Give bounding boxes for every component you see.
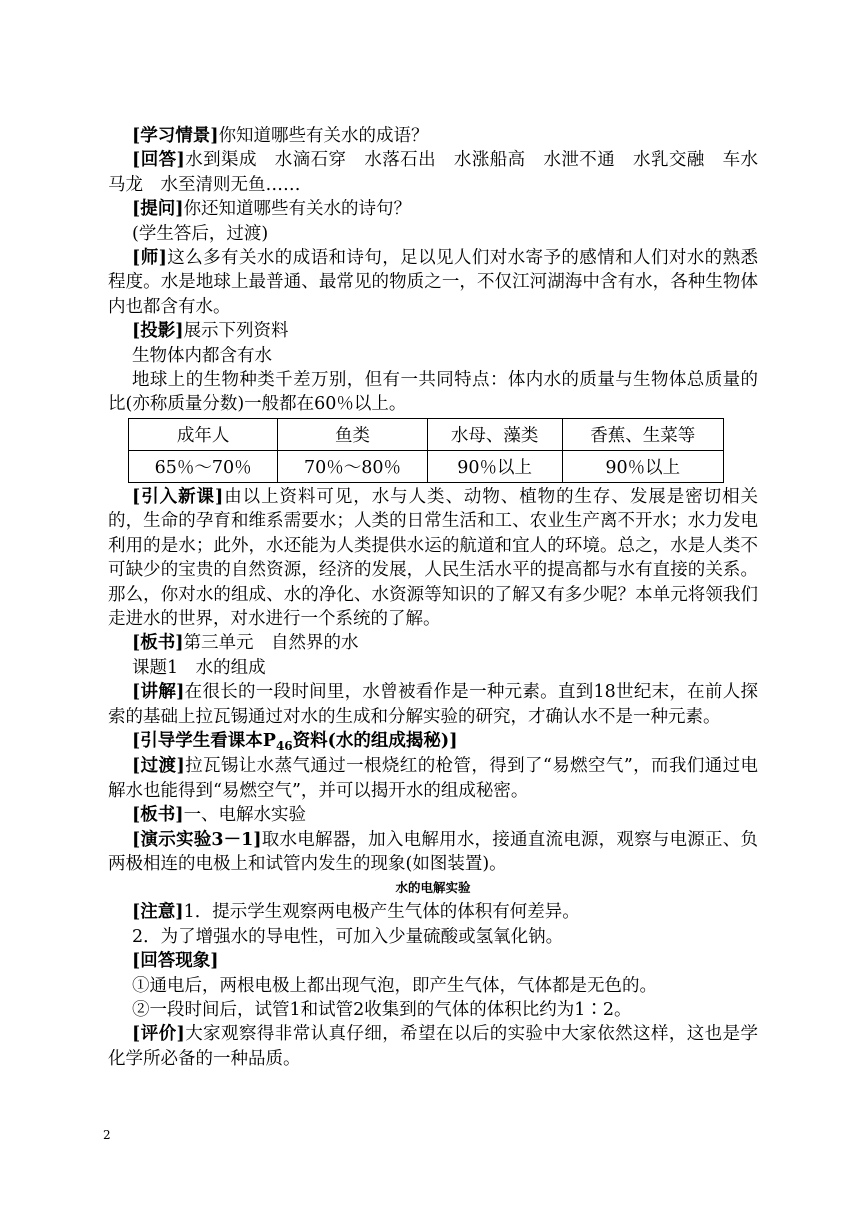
paragraph [108,319,758,343]
table-cell: 90％以上 [427,450,562,482]
paragraph [108,974,758,998]
paragraph [108,124,758,148]
paragraph [108,246,758,319]
paragraph-text: 1．提示学生观察两电极产生气体的体积有何差异。 [183,902,580,923]
paragraph-text: 大家观察得非常认真仔细，希望在以后的实验中大家依然这样，这也是学化学所必备的一种品质。 [108,1024,759,1069]
paragraph [108,1022,758,1071]
section-tag: [提问] [132,199,184,220]
paragraph-text: 课题1 水的组成 [132,657,266,678]
paragraph-text: 资料(水的组成揭秘)] [292,730,458,751]
paragraph [108,803,758,827]
page-number: 2 [103,1128,111,1142]
paragraph [108,998,758,1022]
paragraph [108,631,758,655]
section-tag: [师] [132,248,167,269]
paragraph-text: 取水电解器，加入电解用水，接通直流电源，观察与电源正、负两极相连的电极上和试管内发生的现象(如图装置)。 [108,829,758,874]
section-tag: [引入新课] [132,486,224,507]
paragraph-text: 在很长的一段时间里，水曾被看作是一种元素。直到18世纪末，在前人探索的基础上拉瓦锡通过对水的生成和分解实验的研究，才确认水不是一种元素。 [108,682,758,727]
section-tag: [学习情景] [132,126,219,146]
paragraph-text: ②一段时间后，试管1和试管2收集到的气体的体积比约为1∶2。 [132,1000,632,1020]
paragraph [108,828,758,877]
table-row [129,450,724,482]
table-cell: 70％～80％ [278,450,427,482]
section-tag: [过渡] [132,756,185,777]
paragraph-text: 第三单元 自然界的水 [183,633,359,654]
paragraph-text: 展示下列资料 [183,321,289,342]
section-tag: [回答] [132,150,185,171]
table-cell: 65％～70％ [129,450,278,482]
paragraph-text: [引导学生看课本P [132,730,276,751]
page-subscript: 46 [275,738,293,753]
paragraph [108,344,758,368]
paragraph [108,222,758,246]
paragraph [108,368,758,417]
paragraph-text: ①通电后，两根电极上都出现气泡，即产生气体，气体都是无色的。 [132,975,657,996]
paragraph [108,729,758,754]
water-content-table [128,418,724,483]
paragraph-text: 生物体内都含有水 [132,345,272,366]
table-header-cell: 香蕉、生菜等 [562,418,724,450]
section-tag: [回答现象] [132,951,219,972]
paragraph [108,754,758,803]
document-page [108,124,758,1071]
section-tag: [演示实验3－1] [132,829,262,850]
paragraph [108,900,758,924]
figure-caption: 水的电解实验 [395,880,471,896]
table-header-cell: 水母、藻类 [427,418,562,450]
paragraph-text: 2．为了增强水的导电性，可加入少量硫酸或氢氧化钠。 [132,926,564,947]
paragraph-text: 你知道哪些有关水的成语？ [218,126,429,146]
section-tag: [板书] [132,805,184,826]
table-cell: 90％以上 [562,450,724,482]
paragraph-text: 水到渠成 水滴石穿 水落石出 水涨船高 水泄不通 水乳交融 车水马龙 水至清则无鱼…… [108,150,759,195]
section-tag: [投影] [132,321,184,342]
paragraph [108,925,758,949]
paragraph-text: 你还知道哪些有关水的诗句？ [183,199,412,220]
section-tag: [注意] [132,902,184,923]
paragraph [108,680,758,729]
paragraph [108,656,758,680]
paragraph-text: (学生答后，过渡) [132,223,269,244]
paragraph [108,197,758,221]
paragraph [108,949,758,973]
paragraph-text: 一、电解水实验 [183,805,307,826]
paragraph [108,485,758,631]
table-header-cell: 成年人 [129,418,278,450]
section-tag: [评价] [132,1024,185,1045]
paragraph-text: 这么多有关水的成语和诗句，足以见人们对水寄予的感情和人们对水的熟悉程度。水是地球上最普通、最常见的物质之一，不仅江河湖海中含有水，各种生物体内也都含有水。 [108,248,759,317]
table-header-cell: 鱼类 [278,418,427,450]
paragraph-text: 拉瓦锡让水蒸气通过一根烧红的枪管，得到了“易燃空气”，而我们通过电解水也能得到“易燃空气”，并可以揭开水的组成秘密。 [108,756,758,801]
paragraph-text: 由以上资料可见，水与人类、动物、植物的生存、发展是密切相关的，生命的孕育和维系需要水；人类的日常生活和工、农业生产离不开水；水力发电利用的是水；此外，水还能为人类提供水运的航道和宜人的环境。总之，水是人类不可缺少的宝贵的自然资源，经济的发展，人民生活水平的提高都与水有直接的关系。那么，你对水的组成、水的净化、水资源等知识的了解又有多少呢？本单元将领我们走进水的世界，对水进行一个系统的了解。 [108,486,759,629]
paragraph-text: 地球上的生物种类千差万别，但有一共同特点：体内水的质量与生物体总质量的比(亦称质量分数)一般都在60％以上。 [108,370,758,415]
table-header-row [129,418,724,450]
section-tag: [讲解] [132,682,185,703]
section-tag: [板书] [132,633,184,654]
paragraph [108,148,758,197]
